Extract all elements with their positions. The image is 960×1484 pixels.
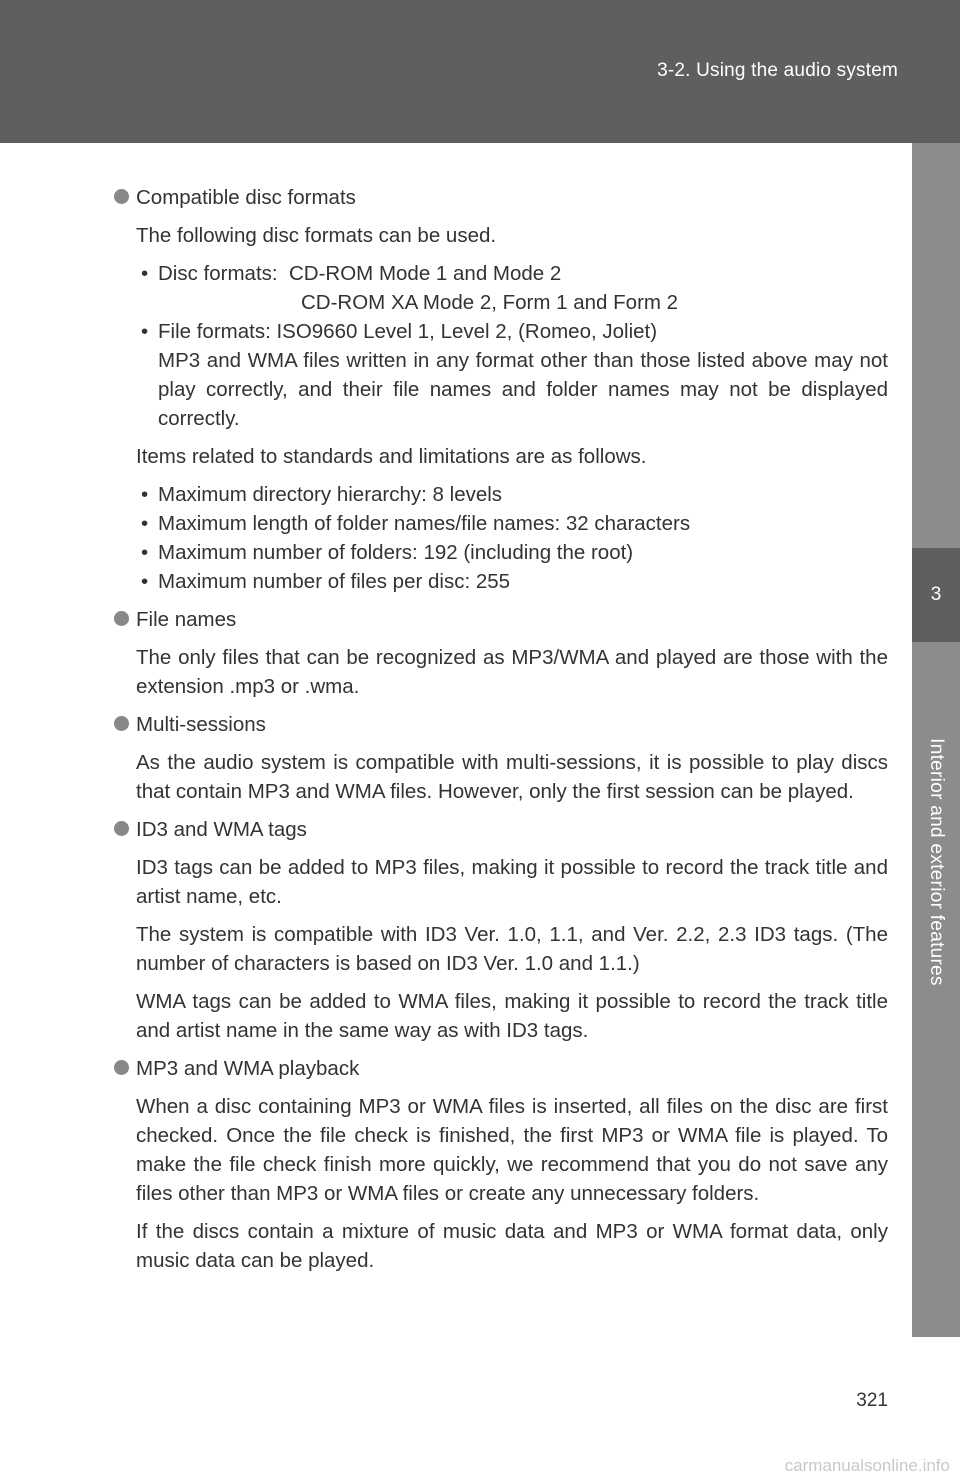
section-multi-sessions bbox=[114, 710, 888, 806]
dot-bullet-icon: • bbox=[141, 262, 149, 285]
paragraph: When a disc containing MP3 or WMA files is inserted, all files on the disc are first checked. Once the file check is finished, the first MP3 or WMA file is played. To make the file check finish more quickly, we recommend that you do not save any files other than MP3 or WMA files or create any unnecessary folders. bbox=[136, 1095, 888, 1205]
watermark-text: carmanualsonline.info bbox=[784, 1456, 950, 1475]
limits-list bbox=[136, 480, 888, 596]
paragraph: The system is compatible with ID3 Ver. 1.0, 1.1, and Ver. 2.2, 2.3 ID3 tags. (The number of characters is based on ID3 Ver. 1.0 and 1.1.) bbox=[136, 923, 888, 975]
format-list bbox=[136, 259, 888, 433]
page-content bbox=[114, 183, 888, 1284]
chapter-number: 3 bbox=[930, 584, 942, 605]
paragraph: ID3 tags can be added to MP3 files, making it possible to record the track title and artist name, etc. bbox=[136, 856, 888, 908]
circle-bullet-icon bbox=[114, 716, 129, 731]
dot-bullet-icon: • bbox=[141, 320, 149, 343]
list-item-text: Maximum directory hierarchy: 8 levels bbox=[158, 483, 503, 506]
dot-bullet-icon: • bbox=[141, 483, 149, 506]
circle-bullet-icon bbox=[114, 821, 129, 836]
list-item bbox=[136, 538, 888, 567]
paragraph: If the discs contain a mixture of music data and MP3 or WMA format data, only music data can be played. bbox=[136, 1220, 888, 1272]
dot-bullet-icon: • bbox=[141, 512, 149, 535]
dot-bullet-icon: • bbox=[141, 570, 149, 593]
list-item-text: Maximum number of files per disc: 255 bbox=[158, 570, 511, 593]
section-heading: MP3 and WMA playback bbox=[136, 1057, 360, 1080]
list-item bbox=[136, 480, 888, 509]
section-playback bbox=[114, 1054, 888, 1275]
section-heading: ID3 and WMA tags bbox=[136, 818, 307, 841]
list-item-note bbox=[136, 346, 888, 433]
list-item-continuation: CD-ROM XA Mode 2, Form 1 and Form 2 bbox=[301, 291, 679, 314]
section-heading: Compatible disc formats bbox=[136, 186, 356, 209]
section-title: 3-2. Using the audio system bbox=[657, 60, 898, 81]
section-id3-wma-tags bbox=[114, 815, 888, 1045]
section-heading: File names bbox=[136, 608, 237, 631]
list-item bbox=[136, 317, 888, 346]
paragraph: The only files that can be recognized as MP3/WMA and played are those with the extension .mp3 or .wma. bbox=[136, 646, 888, 698]
list-item bbox=[136, 509, 888, 538]
paragraph: As the audio system is compatible with multi-sessions, it is possible to play discs that contain MP3 and WMA files. However, only the first session can be played. bbox=[136, 751, 888, 803]
chapter-label: Interior and exterior features bbox=[926, 738, 947, 986]
list-item-text: File formats: ISO9660 Level 1, Level 2, (Romeo, Joliet) bbox=[158, 320, 658, 343]
section-heading: Multi-sessions bbox=[136, 713, 266, 736]
circle-bullet-icon bbox=[114, 189, 129, 204]
section-file-names bbox=[114, 605, 888, 701]
dot-bullet-icon: • bbox=[141, 541, 149, 564]
section-disc-formats bbox=[114, 183, 888, 596]
paragraph: WMA tags can be added to WMA files, making it possible to record the track title and artist name in the same way as with ID3 tags. bbox=[136, 990, 888, 1042]
list-item-text: Maximum number of folders: 192 (including the root) bbox=[158, 541, 634, 564]
list-item-text: Disc formats: CD-ROM Mode 1 and Mode 2 bbox=[158, 262, 562, 285]
paragraph: Items related to standards and limitations are as follows. bbox=[136, 445, 647, 468]
circle-bullet-icon bbox=[114, 611, 129, 626]
list-item bbox=[136, 259, 888, 288]
list-item-text: Maximum length of folder names/file names: 32 characters bbox=[158, 512, 691, 535]
circle-bullet-icon bbox=[114, 1060, 129, 1075]
paragraph: The following disc formats can be used. bbox=[136, 224, 497, 247]
list-item bbox=[136, 567, 888, 596]
list-item-text: MP3 and WMA files written in any format other than those listed above may not play correctly, and their file names and folder names may not be displayed correctly. bbox=[158, 349, 888, 430]
page-number: 321 bbox=[856, 1390, 888, 1411]
